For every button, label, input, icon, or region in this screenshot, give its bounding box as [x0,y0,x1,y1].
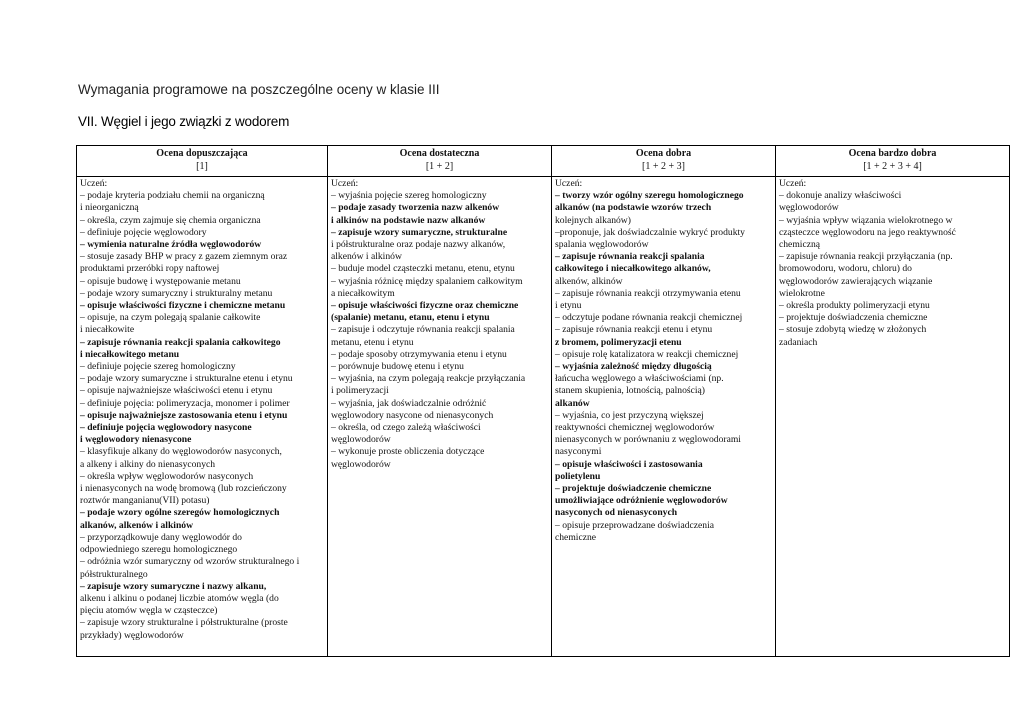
requirement-line: alkanów (na podstawie wzorów trzech [555,202,712,214]
requirement-line: alkenu i alkinu o podanej liczbie atomów węgla (do [80,592,279,604]
requirement-line: węglowodorów [331,434,391,446]
column-header [776,146,1009,177]
requirement-line: – wyjaśnia, co jest przyczyną większej [555,409,704,421]
requirement-line: – wymienia naturalne źródła węglowodorów [80,239,262,251]
requirement-line: – dokonuje analizy właściwości [779,190,902,202]
requirement-line: łańcucha węglowego a właściwościami (np. [555,373,724,385]
requirement-line: – tworzy wzór ogólny szeregu homologicznego [555,190,744,202]
requirement-line: i węglowodory nienasycone [80,434,192,446]
requirement-line: – opisuje właściwości i zastosowania [555,458,703,470]
requirement-line: nienasyconych w porównaniu z węglowodorami [555,434,741,446]
requirement-line: metanu, etenu i etynu [331,336,414,348]
requirement-line: – podaje kryteria podziału chemii na organiczną [80,190,265,202]
requirement-line: alkenów, alkinów [555,275,623,287]
requirement-line: –proponuje, jak doświadczalnie wykryć produkty [555,226,745,238]
requirement-line: i alkinów na podstawie nazw alkanów [331,214,486,226]
requirement-line: – zapisuje wzory sumaryczne, strukturalne [331,226,508,238]
header-grade-name: Ocena bardzo dobra [848,148,937,159]
requirement-line: węglowodorów [779,202,839,214]
requirement-line: umożliwiające odróżnienie węglowodorów [555,495,728,507]
requirement-line: i nieorganiczną [80,202,139,214]
requirement-line: chemiczną [779,239,821,251]
header-grade-range: [1 + 2 + 3 + 4] [863,160,922,172]
requirement-line: – definiuje pojęcia: polimeryzacja, monomer i polimer [80,397,290,409]
requirement-line: przykłady) węglowodorów [80,629,184,641]
requirement-line: i polimeryzacji [331,385,389,397]
requirement-line: – porównuje budowę etenu i etynu [331,361,464,373]
requirement-line: – wyjaśnia zależność między długością [555,361,712,373]
requirement-line: – opisuje rolę katalizatora w reakcji chemicznej [555,348,739,360]
requirement-line: – wyjaśnia, jak doświadczalnie odróżnić [331,397,487,409]
requirement-line: (spalanie) metanu, etanu, etenu i etynu [331,312,490,324]
document-title: Wymagania programowe na poszczególne oceny w klasie III [78,82,440,97]
header-grade-range: [1 + 2 + 3] [642,160,685,172]
column-grade-sufficient [77,146,328,656]
requirement-line: alkenów i alkinów [331,251,402,263]
requirement-line: – klasyfikuje alkany do węglowodorów nasyconych, [80,446,282,458]
requirement-line: – wyjaśnia pojęcie szereg homologiczny [331,190,487,202]
requirement-line: zadaniach [779,336,818,348]
requirement-line: – określa, od czego zależą właściwości [331,422,481,434]
requirement-line: węglowodory nasycone od nienasyconych [331,409,494,421]
requirement-line: – opisuje właściwości fizyczne i chemiczne metanu [80,300,286,312]
requirement-line: stanem skupienia, lotnością, palnością) [555,385,705,397]
requirement-line: – podaje wzory sumaryczne i strukturalne etenu i etynu [80,373,293,385]
requirement-line: – zapisuje równania reakcji przyłączania (np. [779,251,953,263]
requirement-line: roztwór manganianu(VII) potasu) [80,495,210,507]
requirement-line: węglowodorów [331,458,391,470]
requirement-line: kolejnych alkanów) [555,214,631,226]
requirement-line: – wyjaśnia, na czym polegają reakcje przyłączania [331,373,526,385]
requirement-line: – zapisuje równania reakcji spalania [555,251,705,263]
requirement-line: – opisuje budowę i występowanie metanu [80,275,241,287]
requirement-line: – wyjaśnia różnicę między spalaniem całkowitym [331,275,523,287]
requirement-line: cząsteczce węglowodoru na jego reaktywność [779,226,956,238]
requirement-line: – określa wpływ węglowodorów nasyconych [80,470,254,482]
requirement-line: odpowiedniego szeregu homologicznego [80,544,238,556]
requirement-line: całkowitego i niecałkowitego alkanów, [555,263,711,275]
requirement-line: węglowodorów zawierających wiązanie [779,275,933,287]
requirement-line: nasyconymi [555,446,602,458]
requirement-line: – przyporządkowuje dany węglowodór do [80,531,242,543]
requirements-list [328,177,551,471]
requirement-line: – definiuje pojęcia węglowodory nasycone [80,422,252,434]
requirement-line: i etynu [555,300,582,312]
header-grade-name: Ocena dobra [635,148,692,159]
requirement-line: – odczytuje podane równania reakcji chemicznej [555,312,743,324]
requirement-line: – stosuje zdobytą wiedzę w złożonych [779,324,927,336]
requirement-line: – odróżnia wzór sumaryczny od wzorów strukturalnego i [80,556,300,568]
column-header [552,146,775,177]
requirement-line: – opisuje, na czym polegają spalanie całkowite [80,312,261,324]
requirement-line: alkanów, alkenów i alkinów [80,519,194,531]
requirement-line: – podaje zasady tworzenia nazw alkenów [331,202,500,214]
requirement-line: reaktywności chemicznej węglowodorów [555,422,715,434]
section-heading: VII. Węgiel i jego związki z wodorem [78,114,290,129]
requirement-line: – opisuje właściwości fizyczne oraz chemiczne [331,300,519,312]
requirement-line: półstrukturalnego [80,568,148,580]
requirement-line: – zapisuje i odczytuje równania reakcji spalania [331,324,515,336]
student-label: Uczeń: [555,178,583,189]
requirement-line: – podaje sposoby otrzymywania etenu i etynu [331,348,507,360]
header-grade-range: [1 + 2] [425,160,454,172]
requirement-line: – podaje wzory sumaryczny i strukturalny metanu [80,287,273,299]
requirements-list [77,177,327,642]
requirement-line: bromowodoru, wodoru, chloru) do [779,263,912,275]
header-grade-name: Ocena dopuszczająca [156,148,248,159]
column-grade-good [552,146,776,656]
student-label: Uczeń: [80,178,108,189]
requirement-line: – podaje wzory ogólne szeregów homologicznych [80,507,280,519]
requirement-line: i niecałkowitego metanu [80,348,180,360]
requirement-line: – opisuje przeprowadzane doświadczenia [555,519,715,531]
requirement-line: – zapisuje wzory strukturalne i półstrukturalne (proste [80,617,288,629]
column-header [328,146,551,177]
requirements-list [552,177,775,544]
requirement-line: – zapisuje równania reakcji spalania całkowitego [80,336,281,348]
column-grade-satisfactory [328,146,552,656]
requirement-line: – określa, czym zajmuje się chemia organiczna [80,214,261,226]
requirement-line: nasyconych od nienasyconych [555,507,678,519]
column-header [77,146,327,177]
requirement-line: pięciu atomów węgla w cząsteczce) [80,605,218,617]
requirement-line: – definiuje pojęcie szereg homologiczny [80,361,236,373]
requirement-line: – zapisuje równania reakcji otrzymywania etenu [555,287,741,299]
requirement-line: spalania węglowodorów [555,239,649,251]
requirement-line: – opisuje najważniejsze zastosowania etenu i etynu [80,409,288,421]
requirement-line: i niecałkowite [80,324,135,336]
requirement-line: – zapisuje wzory sumaryczne i nazwy alkanu, [80,580,267,592]
requirement-line: – wykonuje proste obliczenia dotyczące [331,446,485,458]
requirement-line: – stosuje zasady BHP w pracy z gazem ziemnym oraz [80,251,288,263]
header-grade-name: Ocena dostateczna [399,148,480,159]
requirement-line: i półstrukturalne oraz podaje nazwy alkanów, [331,239,506,251]
requirement-line: polietylenu [555,470,601,482]
requirement-line: a niecałkowitym [331,287,395,299]
requirement-line: chemiczne [555,531,597,543]
requirement-line: – zapisuje równania reakcji etenu i etynu [555,324,713,336]
header-grade-range: [1] [196,160,208,172]
column-grade-very-good [776,146,1009,656]
requirement-line: – projektuje doświadczenia chemiczne [779,312,928,324]
requirement-line: produktami przeróbki ropy naftowej [80,263,220,275]
requirement-line: – definiuje pojęcie węglowodory [80,226,207,238]
requirement-line: i nienasyconych na wodę bromową (lub rozcieńczony [80,483,287,495]
requirement-line: – opisuje najważniejsze właściwości etenu i etynu [80,385,273,397]
requirement-line: – określa produkty polimeryzacji etynu [779,300,930,312]
requirements-table [76,145,1010,657]
student-label: Uczeń: [331,178,359,189]
student-label: Uczeń: [779,178,807,189]
requirements-list [776,177,1009,349]
requirement-line: a alkeny i alkiny do nienasyconych [80,458,216,470]
requirement-line: – wyjaśnia wpływ wiązania wielokrotnego w [779,214,953,226]
requirement-line: alkanów [555,397,590,409]
requirement-line: – projektuje doświadczenie chemiczne [555,483,712,495]
requirement-line: z bromem, polimeryzacji etenu [555,336,682,348]
requirement-line: wielokrotne [779,287,825,299]
requirement-line: – buduje model cząsteczki metanu, etenu, etynu [331,263,515,275]
